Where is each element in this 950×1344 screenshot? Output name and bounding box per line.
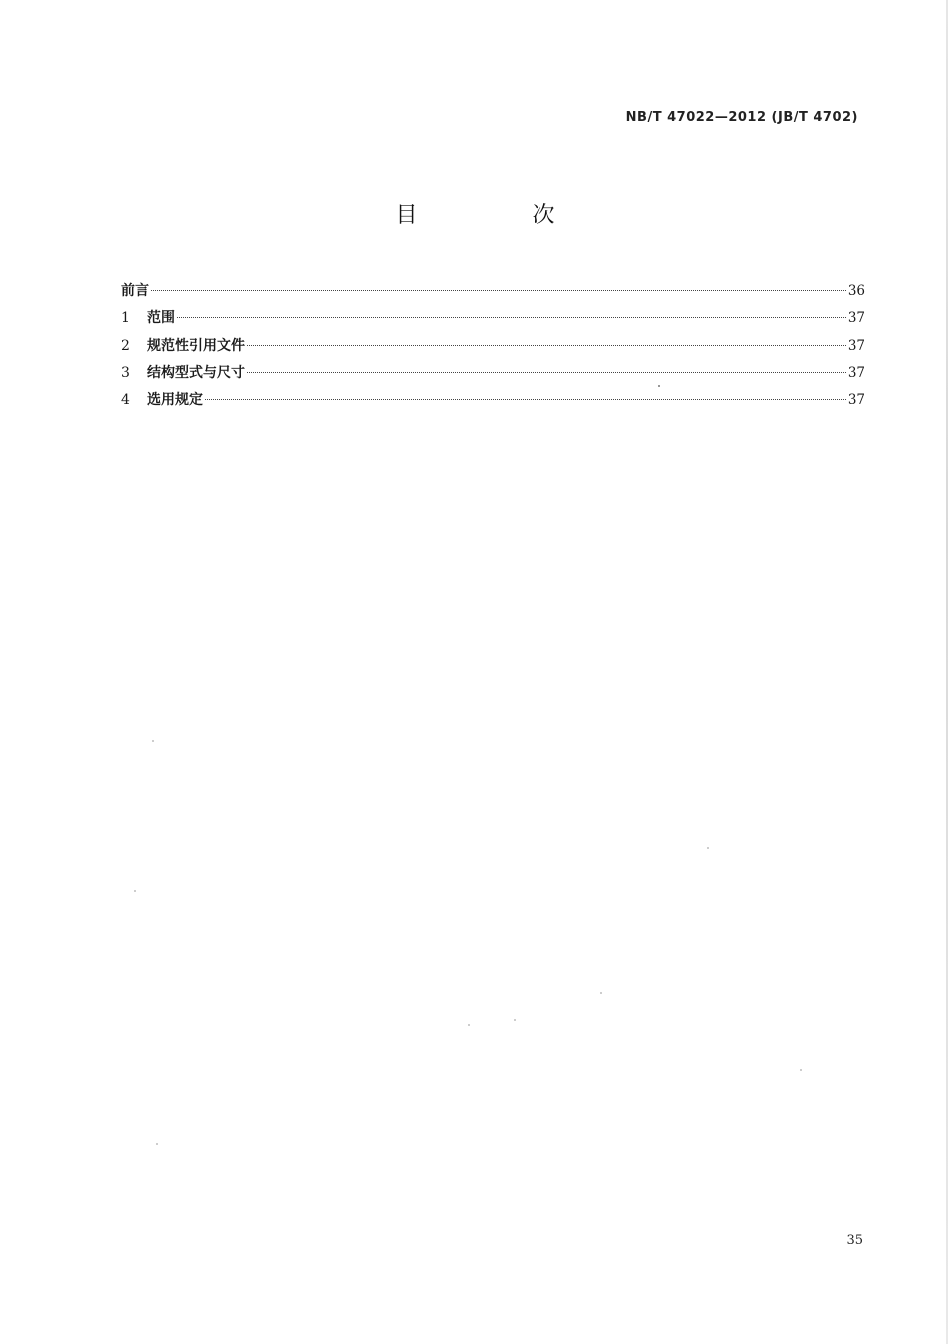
scan-speck [800, 1069, 802, 1071]
toc-entry-page: 37 [847, 310, 865, 327]
page-number: 35 [846, 1233, 863, 1248]
dot-leader [247, 345, 846, 346]
toc-entry-label: 结构型式与尺寸 [147, 364, 245, 381]
toc-entry-normative-references[interactable] [121, 335, 865, 362]
toc-entry-number: 2 [121, 337, 130, 354]
toc-entry-page: 37 [847, 392, 865, 409]
toc-entry-selection-rules[interactable] [121, 389, 865, 416]
table-of-contents [121, 280, 865, 416]
toc-title: 目 次 [395, 203, 609, 228]
scan-speck [707, 847, 709, 849]
scan-speck [152, 740, 154, 742]
toc-entry-structure-dimensions[interactable] [121, 362, 865, 389]
scan-speck [514, 1019, 516, 1021]
toc-entry-page: 37 [847, 364, 865, 381]
dot-leader [247, 372, 846, 373]
toc-entry-page: 37 [847, 337, 865, 354]
scan-speck [156, 1143, 158, 1145]
toc-entry-label: 选用规定 [147, 392, 203, 409]
toc-entry-number: 4 [121, 392, 130, 409]
standard-code: NB/T 47022—2012 (JB/T 4702) [625, 110, 858, 125]
toc-entry-foreword[interactable] [121, 280, 865, 307]
toc-entry-number: 1 [121, 310, 130, 327]
scan-speck [134, 890, 136, 892]
dot-leader [205, 399, 846, 400]
toc-entry-scope[interactable] [121, 307, 865, 334]
scan-speck [468, 1024, 470, 1026]
toc-entry-label: 前言 [121, 283, 149, 299]
toc-entry-page: 36 [847, 283, 865, 299]
toc-entry-number: 3 [121, 364, 130, 381]
scan-speck [600, 992, 602, 994]
toc-entry-label: 规范性引用文件 [147, 337, 245, 354]
dot-leader [151, 290, 846, 291]
scan-speck [658, 385, 660, 387]
toc-entry-label: 范围 [147, 310, 175, 327]
dot-leader [177, 317, 846, 318]
